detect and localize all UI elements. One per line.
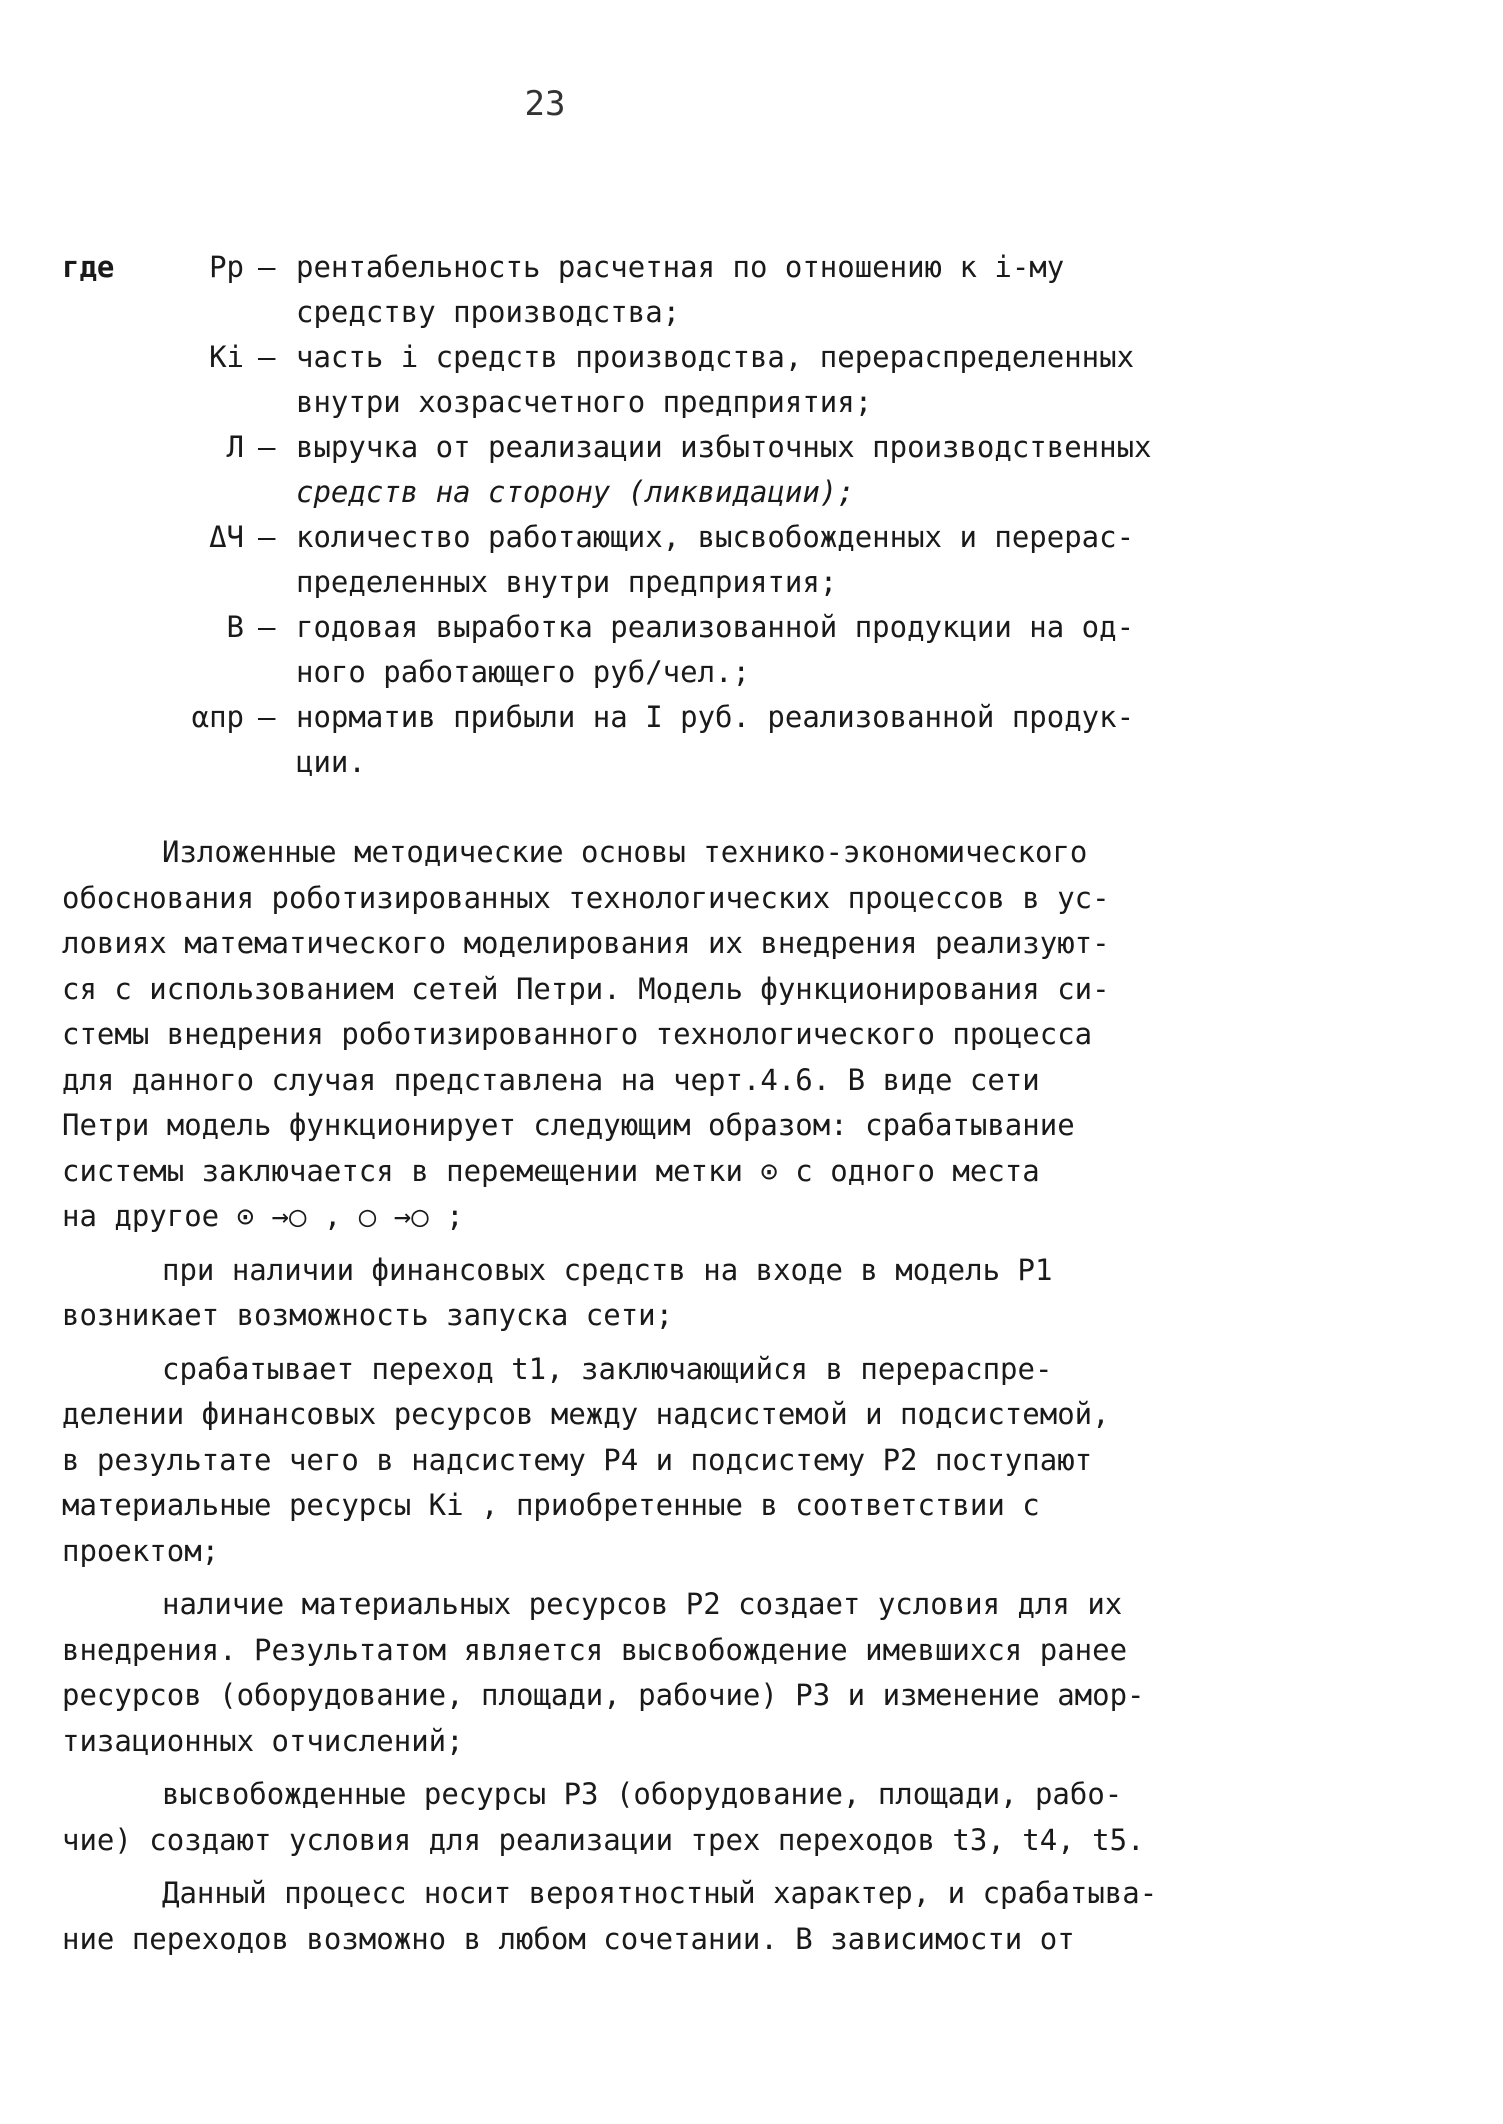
definition-line: рентабельность расчетная по отношению к i-му — [296, 250, 1065, 284]
text-line: материальные ресурсы Ki , приобретенные в соответствии с — [62, 1488, 1040, 1522]
text-line: внедрения. Результатом является высвобождение имевшихся ранее — [62, 1632, 1128, 1667]
definition-symbol: αпр — [191, 700, 244, 734]
definition-item: где Pp – рентабельность расчетная по отношению к i-му средству производства; — [62, 245, 1182, 335]
text-line: на другое ⊙ →○ , ○ →○ ; — [62, 1199, 464, 1233]
text-line: проектом; — [62, 1533, 220, 1568]
definition-line: средству производства; — [296, 295, 681, 329]
text-line: Данный процесс носит вероятностный характер, и срабатыва- — [162, 1876, 1158, 1910]
text-line: срабатывает переход t1, заключающийся в перераспре- — [162, 1351, 1053, 1386]
definition-line: часть i средств производства, перераспределенных — [296, 340, 1135, 374]
text-line: ловиях математического моделирования их внедрения реализуют- — [62, 926, 1110, 960]
paragraph — [62, 1347, 1192, 1575]
text-line: стемы внедрения роботизированного технологического процесса — [62, 1017, 1093, 1051]
paragraph — [62, 1772, 1192, 1863]
definition-symbol: ΔЧ — [209, 520, 244, 554]
text-line: обоснования роботизированных технологических процессов в ус- — [62, 880, 1110, 915]
text-line: чие) создают условия для реализации трех переходов t3, t4, t5. — [62, 1822, 1145, 1857]
paragraph — [62, 1582, 1192, 1764]
definition-item: В – годовая выработка реализованной продукции на од- ного работающего руб/чел.; — [62, 605, 1182, 695]
definition-symbol: В — [226, 610, 244, 644]
text-line: высвобожденные ресурсы P3 (оборудование, площади, рабо- — [162, 1777, 1123, 1811]
text-line: наличие материальных ресурсов P2 создает условия для их — [162, 1587, 1123, 1621]
body-text — [62, 830, 1192, 1962]
definition-item: αпр – норматив прибыли на I руб. реализованной продук- ции. — [62, 695, 1182, 785]
definition-symbol: Л — [226, 430, 244, 464]
definition-line: пределенных внутри предприятия; — [296, 565, 838, 599]
definition-line: выручка от реализации избыточных производственных — [296, 430, 1152, 464]
definition-line: внутри хозрасчетного предприятия; — [296, 385, 873, 419]
text-line: при наличии финансовых средств на входе в модель P1 — [162, 1252, 1053, 1287]
definitions-list — [62, 245, 1182, 785]
definition-line: количество работающих, высвобожденных и перерас- — [296, 520, 1135, 554]
text-line: возникает возможность запуска сети; — [62, 1298, 674, 1332]
definition-line: средств на сторону (ликвидации); — [296, 475, 855, 509]
definition-prefix: где — [62, 250, 115, 284]
paragraph — [62, 1248, 1192, 1339]
text-line: ние переходов возможно в любом сочетании. В зависимости от — [62, 1921, 1075, 1956]
text-line: в результате чего в надсистему P4 и подсистему P2 поступают — [62, 1442, 1093, 1477]
text-line: делении финансовых ресурсов между надсистемой и подсистемой, — [62, 1397, 1110, 1431]
definition-item: Л – выручка от реализации избыточных производственных средств на сторону (ликвидации); — [62, 425, 1182, 515]
paragraph — [62, 830, 1192, 1240]
definition-symbol: Ki — [209, 340, 244, 374]
text-line: ресурсов (оборудование, площади, рабочие) P3 и изменение амор- — [62, 1678, 1145, 1712]
text-line: ся с использованием сетей Петри. Модель функционирования си- — [62, 971, 1110, 1006]
text-line: тизационных отчислений; — [62, 1723, 464, 1758]
definition-line: ции. — [296, 745, 366, 779]
text-line: системы заключается в перемещении метки ⊙ с одного места — [62, 1153, 1040, 1188]
paragraph — [62, 1871, 1192, 1962]
page-number: 23 — [524, 84, 566, 124]
definition-line: норматив прибыли на I руб. реализованной продук- — [296, 700, 1135, 734]
text-line: Петри модель функционирует следующим образом: срабатывание — [62, 1108, 1075, 1142]
text-line: для данного случая представлена на черт.4.6. В виде сети — [62, 1062, 1040, 1097]
definition-symbol: Pp — [209, 250, 244, 284]
definition-line: годовая выработка реализованной продукции на од- — [296, 610, 1135, 644]
definition-item: ΔЧ – количество работающих, высвобожденных и перерас- пределенных внутри предприятия; — [62, 515, 1182, 605]
definition-line: ного работающего руб/чел.; — [296, 655, 750, 689]
definition-item: Ki – часть i средств производства, перераспределенных внутри хозрасчетного предприятия; — [62, 335, 1182, 425]
text-line: Изложенные методические основы технико-экономического — [162, 835, 1088, 869]
